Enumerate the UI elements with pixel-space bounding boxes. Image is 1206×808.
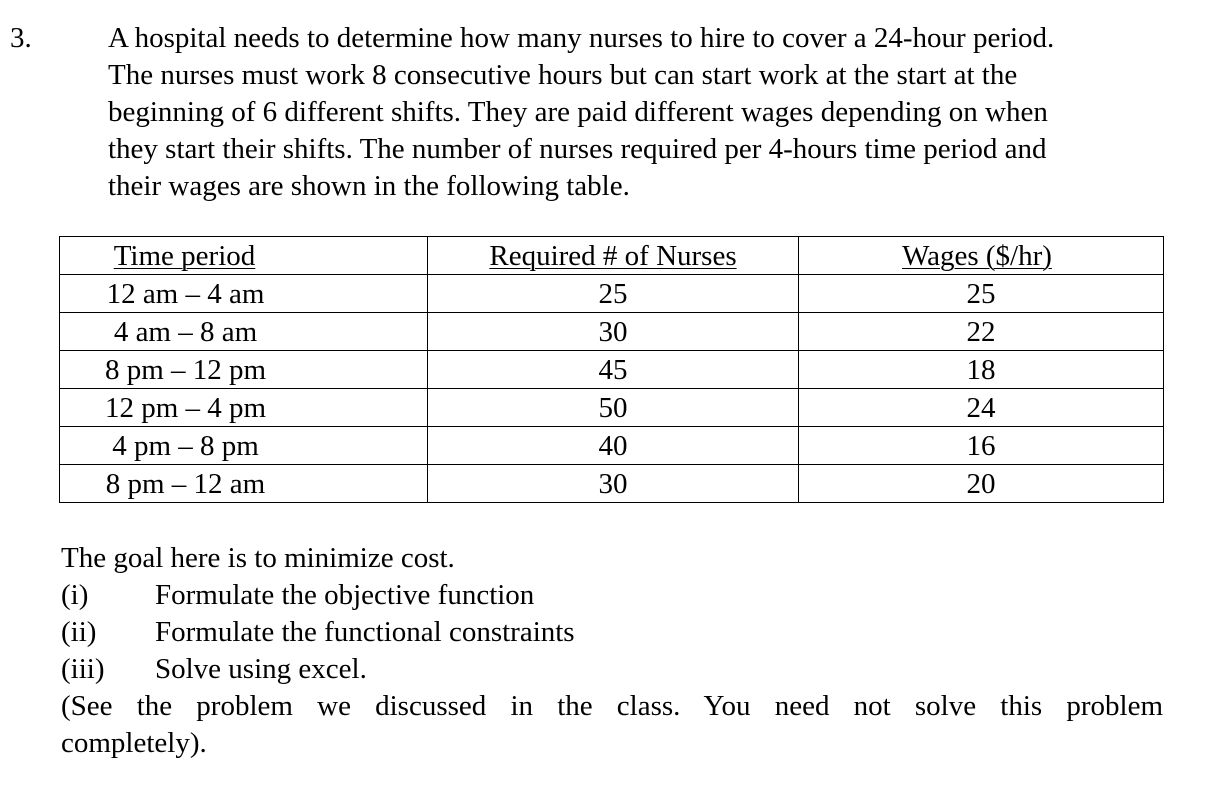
note-line: completely). bbox=[61, 727, 207, 759]
goal-statement: The goal here is to minimize cost. bbox=[61, 542, 455, 574]
cell-time-period: 4 pm – 8 pm bbox=[60, 427, 428, 465]
table-row bbox=[60, 313, 1164, 351]
header-wages: Wages ($/hr) bbox=[799, 237, 1164, 275]
task-marker: (ii) bbox=[61, 616, 97, 648]
header-required-nurses: Required # of Nurses bbox=[428, 237, 799, 275]
cell-required-nurses: 30 bbox=[428, 313, 799, 351]
cell-required-nurses: 45 bbox=[428, 351, 799, 389]
task-text: Formulate the objective function bbox=[155, 579, 535, 611]
intro-line: The nurses must work 8 consecutive hours but can start work at the start at the bbox=[108, 59, 1018, 91]
cell-time-period: 8 pm – 12 pm bbox=[60, 351, 428, 389]
cell-wages: 25 bbox=[799, 275, 1164, 313]
cell-time-period: 12 am – 4 am bbox=[60, 275, 428, 313]
table-row bbox=[60, 389, 1164, 427]
task-item bbox=[61, 651, 1163, 688]
cell-time-period: 12 pm – 4 pm bbox=[60, 389, 428, 427]
table-row bbox=[60, 427, 1164, 465]
nurse-schedule-table bbox=[59, 236, 1164, 503]
cell-wages: 24 bbox=[799, 389, 1164, 427]
task-text: Solve using excel. bbox=[155, 653, 367, 685]
cell-required-nurses: 50 bbox=[428, 389, 799, 427]
problem-number: 3. bbox=[10, 22, 32, 54]
task-marker: (iii) bbox=[61, 653, 105, 685]
cell-required-nurses: 30 bbox=[428, 465, 799, 503]
table-row bbox=[60, 351, 1164, 389]
intro-line: their wages are shown in the following table. bbox=[108, 170, 630, 202]
problem-intro bbox=[108, 20, 1163, 205]
task-section bbox=[61, 540, 1163, 762]
cell-wages: 20 bbox=[799, 465, 1164, 503]
task-text: Formulate the functional constraints bbox=[155, 616, 575, 648]
cell-wages: 22 bbox=[799, 313, 1164, 351]
intro-line: A hospital needs to determine how many nurses to hire to cover a 24-hour period. bbox=[108, 22, 1055, 54]
cell-wages: 18 bbox=[799, 351, 1164, 389]
table-row bbox=[60, 465, 1164, 503]
task-marker: (i) bbox=[61, 579, 89, 611]
cell-wages: 16 bbox=[799, 427, 1164, 465]
task-item bbox=[61, 577, 1163, 614]
cell-time-period: 8 pm – 12 am bbox=[60, 465, 428, 503]
intro-line: they start their shifts. The number of nurses required per 4-hours time period and bbox=[108, 133, 1047, 165]
table-header-row bbox=[60, 237, 1164, 275]
cell-required-nurses: 40 bbox=[428, 427, 799, 465]
cell-time-period: 4 am – 8 am bbox=[60, 313, 428, 351]
task-item bbox=[61, 614, 1163, 651]
intro-line: beginning of 6 different shifts. They are paid different wages depending on when bbox=[108, 96, 1048, 128]
header-time-period: Time period bbox=[60, 237, 428, 275]
table-row bbox=[60, 275, 1164, 313]
cell-required-nurses: 25 bbox=[428, 275, 799, 313]
note-line: (See the problem we discussed in the class. You need not solve this problem bbox=[61, 690, 1163, 722]
